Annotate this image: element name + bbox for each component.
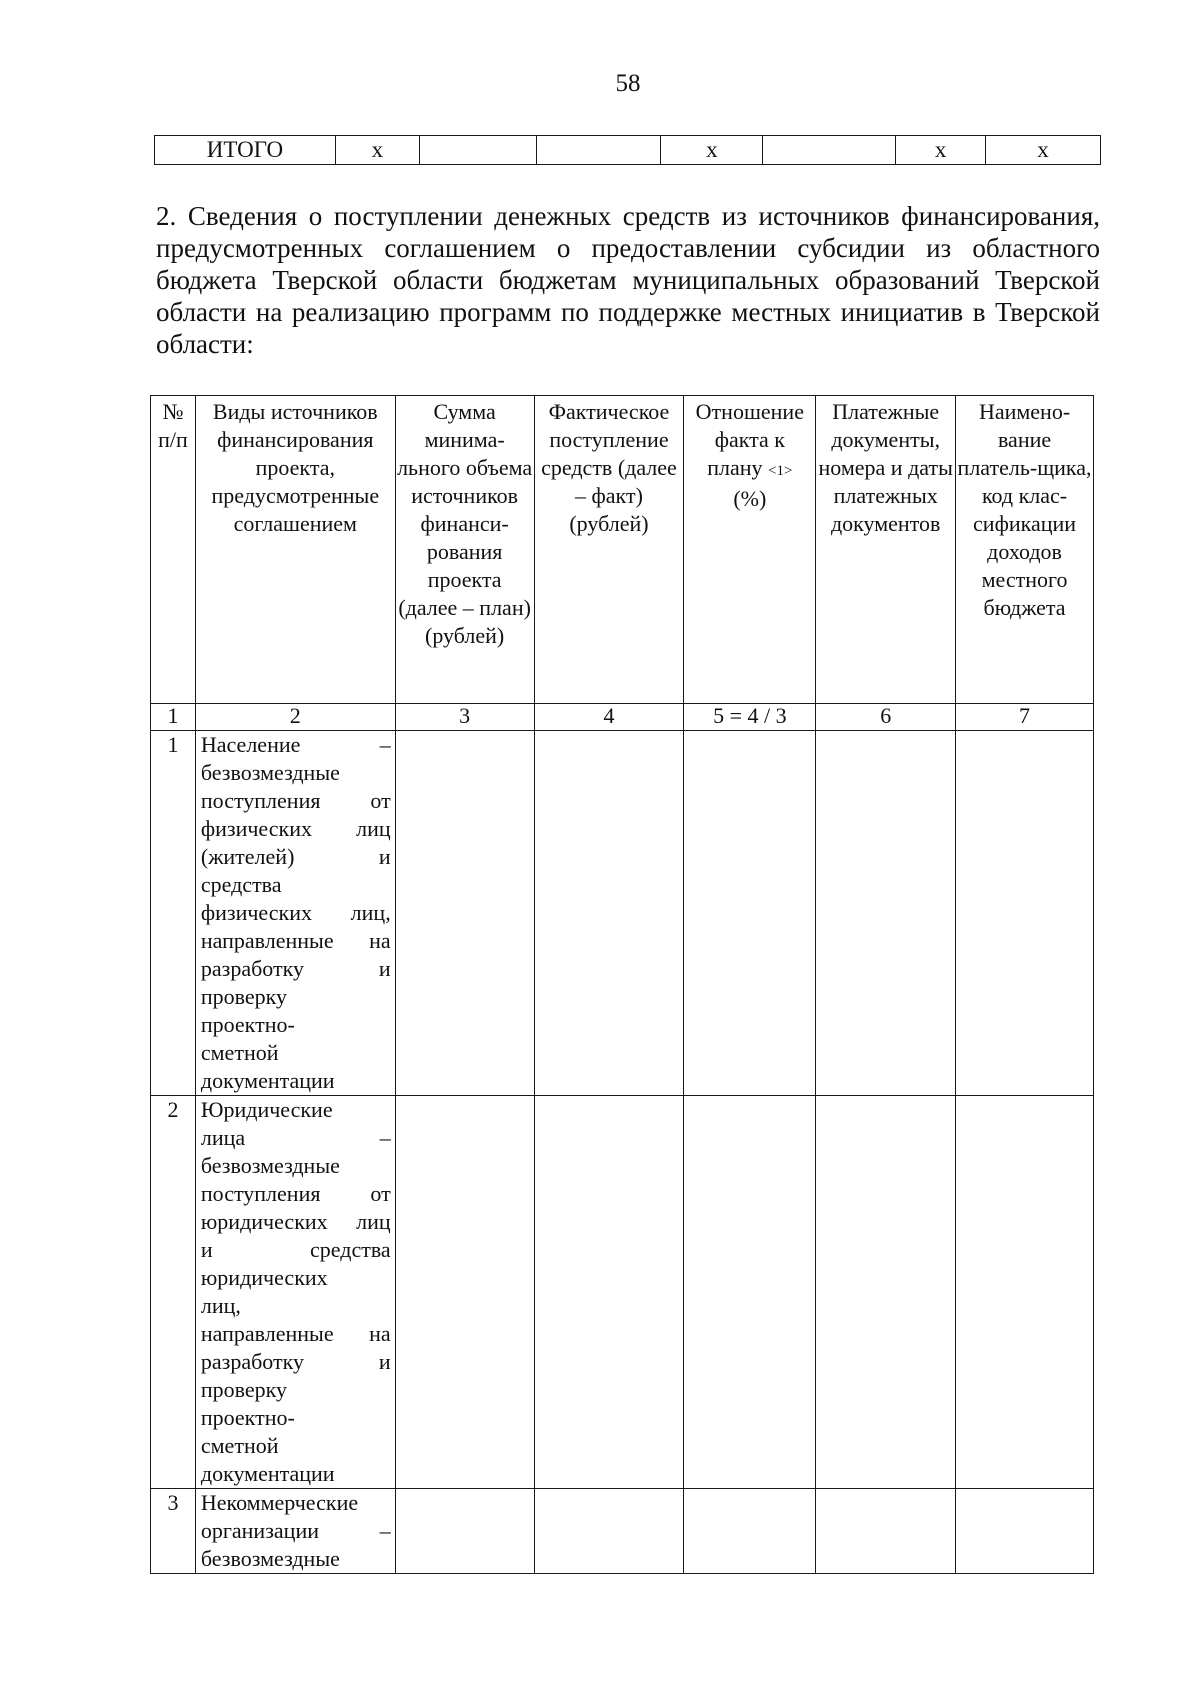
row-description-line: (жителей) и	[200, 844, 391, 869]
total-cell: x	[986, 136, 1101, 165]
row-number: 3	[151, 1489, 196, 1574]
row-description-line: безвозмездные	[200, 1153, 340, 1178]
row-description-line: разработку и	[200, 1349, 391, 1374]
empty-cell	[956, 1489, 1094, 1574]
header-ratio-note: <1>	[768, 463, 793, 479]
header-cell: Сумма минима-льного объема источников финанси-рования проекта (далее – план) (рублей)	[395, 396, 534, 704]
row-description-line: средства	[200, 872, 282, 897]
total-cell: x	[661, 136, 763, 165]
column-number: 6	[816, 704, 956, 731]
empty-cell	[395, 731, 534, 1096]
header-cell: Виды источников финансирования проекта, предусмотренные соглашением	[195, 396, 395, 704]
row-description-line: лица –	[200, 1125, 391, 1150]
row-description-line: безвозмездные	[200, 1546, 340, 1571]
header-ratio-label: Отношение факта к плану	[695, 399, 804, 480]
total-cell: x	[896, 136, 986, 165]
row-description-line: юридических лиц	[200, 1209, 391, 1234]
total-label-cell: ИТОГО	[155, 136, 336, 165]
empty-cell	[816, 731, 956, 1096]
table-row	[151, 1096, 1094, 1489]
column-number: 1	[151, 704, 196, 731]
row-description-line: документации	[200, 1461, 335, 1486]
empty-cell	[534, 731, 684, 1096]
empty-cell	[816, 1489, 956, 1574]
empty-cell	[956, 1096, 1094, 1489]
table-header-row	[151, 396, 1094, 704]
row-description-line: сметной	[200, 1433, 279, 1458]
column-number-row	[151, 704, 1094, 731]
row-description-line: документации	[200, 1068, 335, 1093]
header-cell: № п/п	[151, 396, 196, 704]
row-description-line: поступления от	[200, 788, 391, 813]
column-number: 5 = 4 / 3	[684, 704, 816, 731]
column-number: 2	[195, 704, 395, 731]
column-number: 3	[395, 704, 534, 731]
row-description-line: физических лиц	[200, 816, 391, 841]
row-description-line: поступления от	[200, 1181, 391, 1206]
header-cell: Фактическое поступление средств (далее – факт) (рублей)	[534, 396, 684, 704]
empty-cell	[684, 1096, 816, 1489]
page-number: 58	[615, 70, 641, 97]
row-description-line: разработку и	[200, 956, 391, 981]
row-description-line: сметной	[200, 1040, 279, 1065]
row-description-line: проверку	[200, 984, 288, 1009]
row-description-line: и средства	[200, 1237, 391, 1262]
section-paragraph: 2. Сведения о поступлении денежных средств из источников финансирования, предусмотренных соглашением о предоставлении субсидии из областного бюджета Тверской области бюджетам муниципальных образований Тверской области на реализацию программ по поддержке местных инициатив в Тверской области:	[156, 201, 1100, 359]
row-description-line: проектно-	[200, 1012, 295, 1037]
header-cell: Наимено-вание платель-щика, код клас-сификации доходов местного бюджета	[956, 396, 1094, 704]
empty-cell	[816, 1096, 956, 1489]
row-description-line: Население –	[200, 732, 391, 757]
row-description-line: Некоммерческие	[200, 1490, 359, 1515]
row-description	[195, 1489, 395, 1574]
row-description	[195, 1096, 395, 1489]
empty-cell	[684, 731, 816, 1096]
row-description-line: лиц,	[200, 1293, 241, 1318]
empty-cell	[534, 1096, 684, 1489]
row-description-line: организации –	[200, 1518, 391, 1543]
column-number: 4	[534, 704, 684, 731]
row-description	[195, 731, 395, 1096]
row-description-line: направленные на	[200, 928, 391, 953]
empty-cell	[956, 731, 1094, 1096]
row-description-line: Юридические	[200, 1097, 333, 1122]
empty-cell	[534, 1489, 684, 1574]
row-description-line: безвозмездные	[200, 760, 340, 785]
table-row	[151, 731, 1094, 1096]
total-row	[155, 136, 1101, 165]
total-cell	[419, 136, 536, 165]
empty-cell	[395, 1096, 534, 1489]
row-number: 1	[151, 731, 196, 1096]
row-description-line: физических лиц,	[200, 900, 391, 925]
table-row	[151, 1489, 1094, 1574]
total-cell: x	[335, 136, 419, 165]
row-description-line: юридических	[200, 1265, 328, 1290]
total-table	[154, 135, 1101, 165]
row-description-line: проектно-	[200, 1405, 295, 1430]
empty-cell	[395, 1489, 534, 1574]
header-cell: Платежные документы, номера и даты платежных документов	[816, 396, 956, 704]
row-description-line: направленные на	[200, 1321, 391, 1346]
header-ratio-unit: (%)	[733, 486, 767, 511]
column-number: 7	[956, 704, 1094, 731]
row-number: 2	[151, 1096, 196, 1489]
total-cell	[536, 136, 661, 165]
row-description-line: проверку	[200, 1377, 288, 1402]
funding-table	[150, 395, 1094, 1574]
header-cell-ratio	[684, 396, 816, 704]
empty-cell	[684, 1489, 816, 1574]
total-cell	[763, 136, 896, 165]
